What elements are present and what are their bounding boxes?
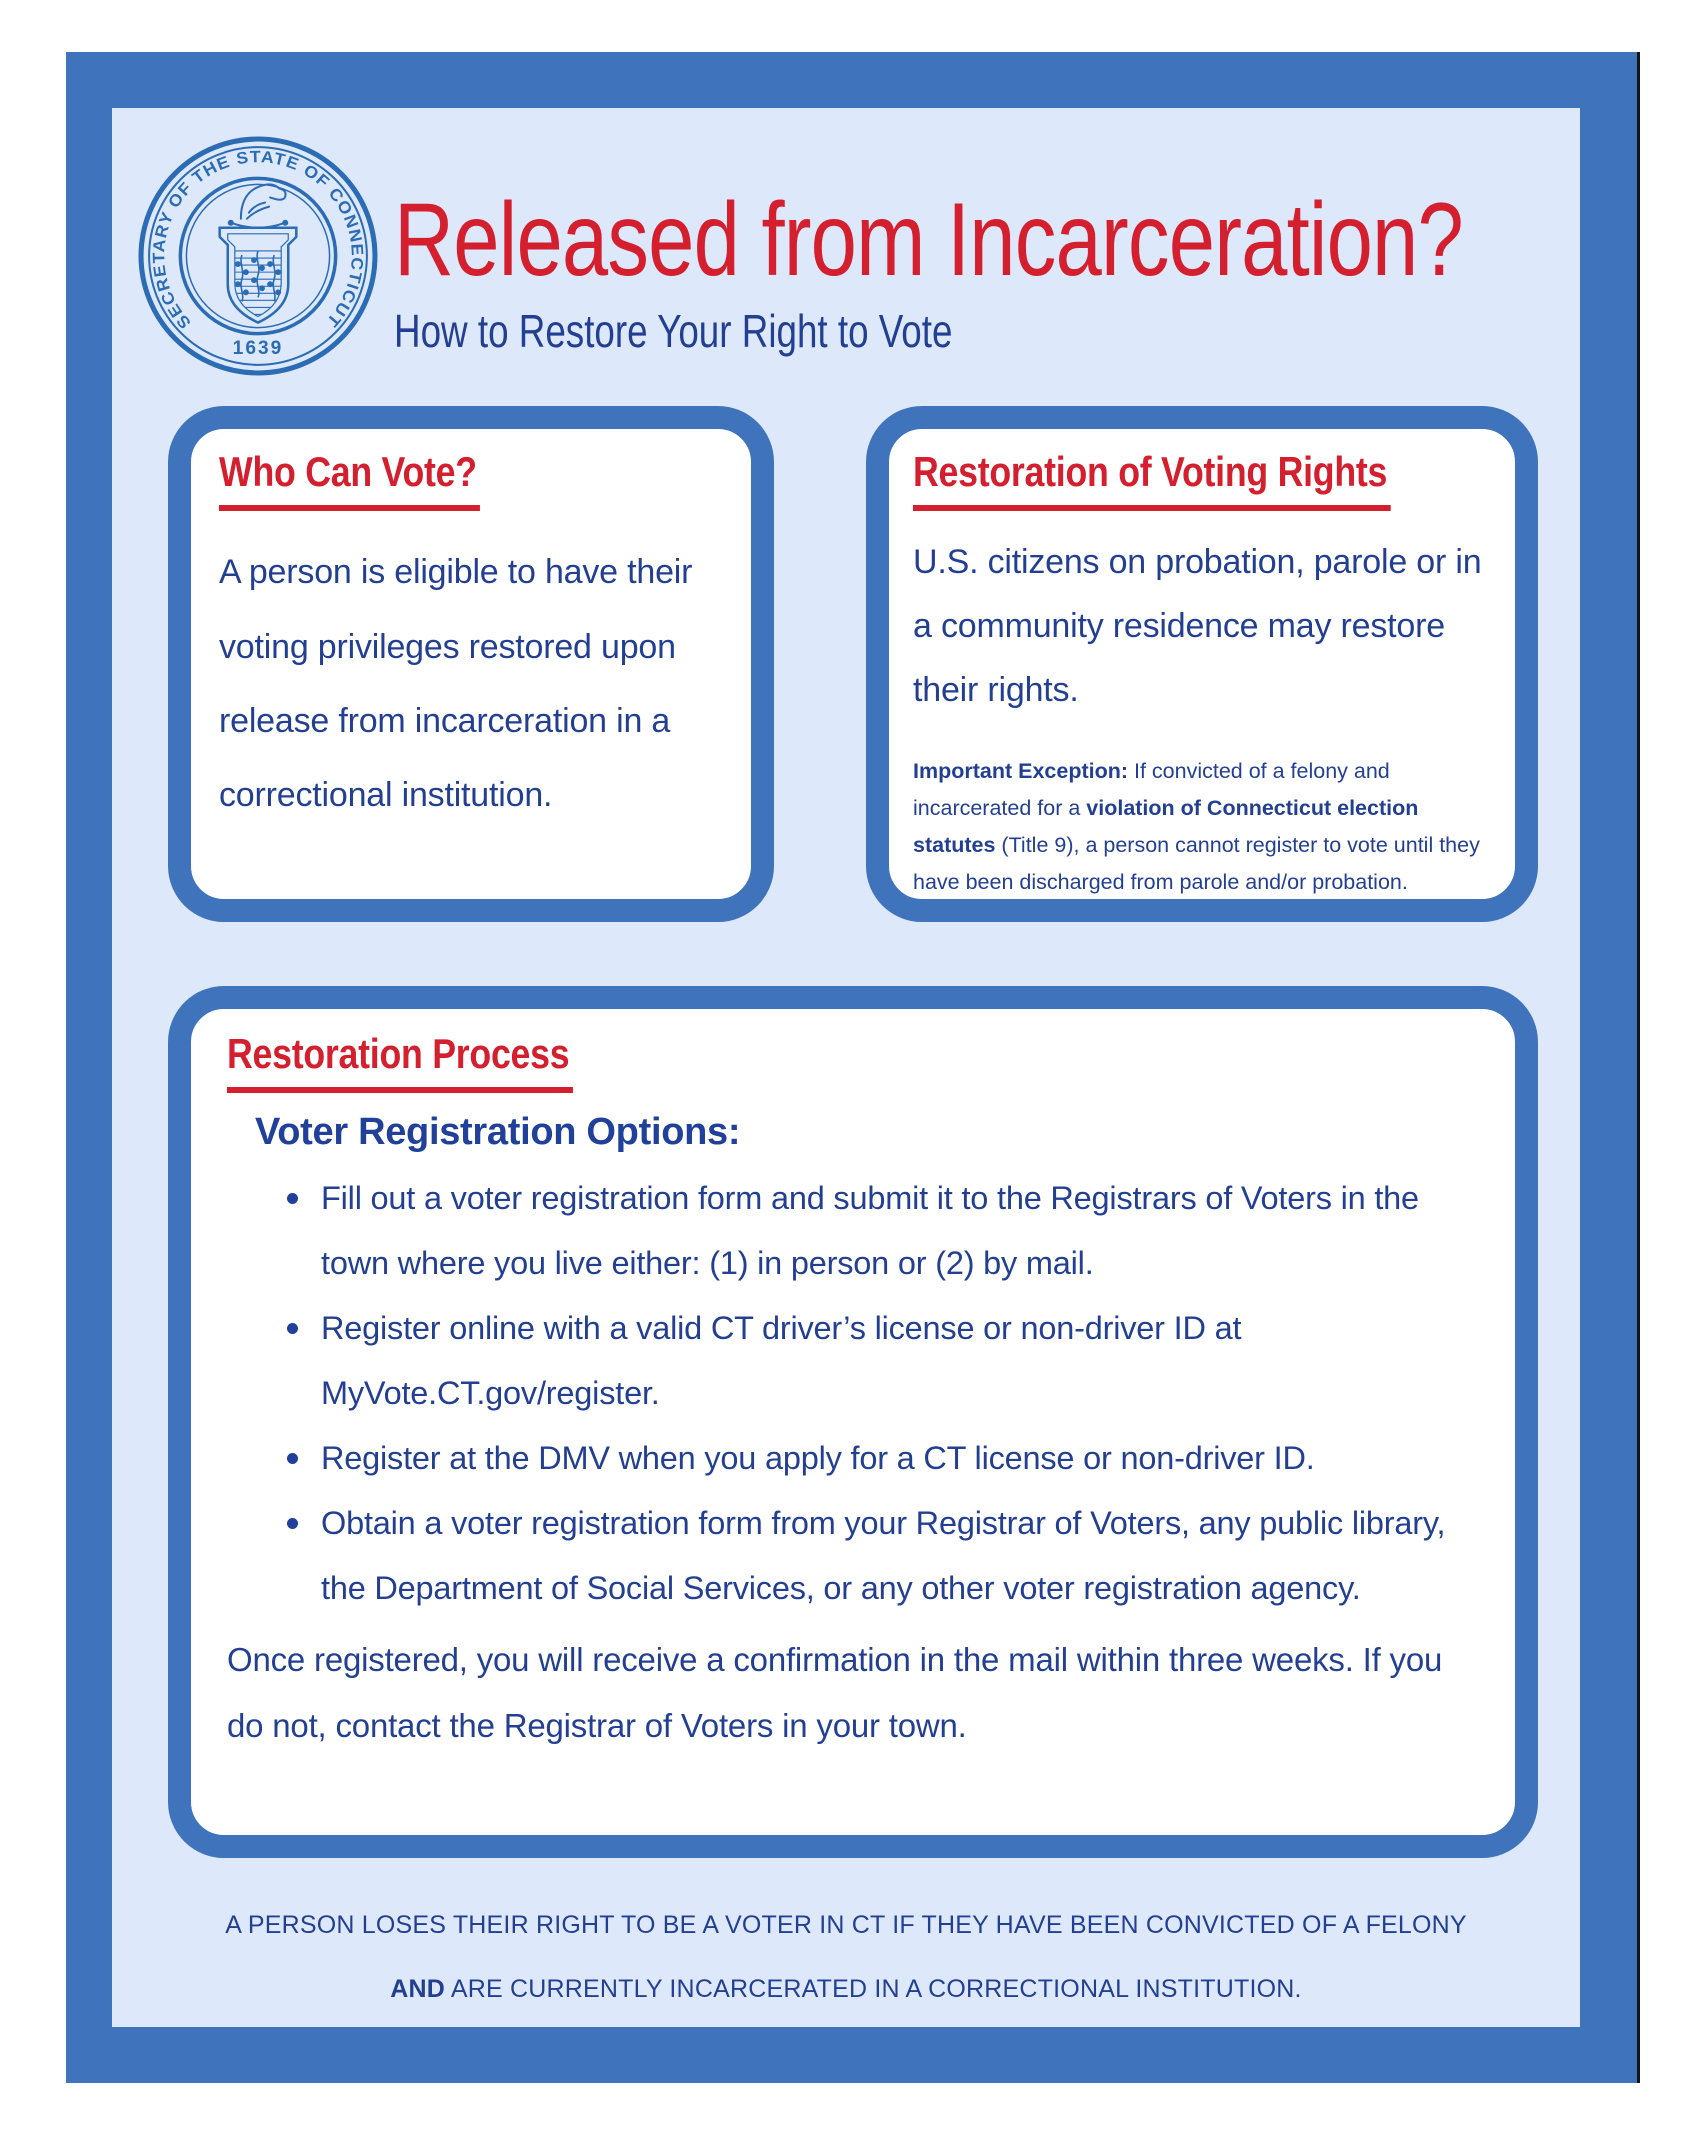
page-subtitle-text: How to Restore Your Right to Vote xyxy=(394,305,953,357)
card-restoration-rights xyxy=(866,406,1538,922)
list-item: Fill out a voter registration form and submit it to the Registrars of Voters in the town where you live either: (1) in person or (2) by mail. xyxy=(279,1166,1479,1296)
confirmation-note: Once registered, you will receive a confirmation in the mail within three weeks. If you do not, contact the Registrar of Voters in your town. xyxy=(227,1641,1443,1745)
exception-label: Important Exception: xyxy=(913,759,1129,784)
restoration-rights-body: U.S. citizens on probation, parole or in a community residence may restore their rights. xyxy=(913,543,1482,710)
exception-text-1: If convicted of a felony and incarcerated for a xyxy=(913,759,1390,821)
flyer-frame xyxy=(66,52,1640,2083)
restoration-rights-heading-text: Restoration of Voting Rights xyxy=(913,447,1391,511)
footer-and-bold: AND xyxy=(390,1974,446,2003)
page-title-text: Released from Incarceration? xyxy=(394,182,1463,299)
who-can-vote-heading-text: Who Can Vote? xyxy=(219,447,480,511)
registration-options-list xyxy=(279,1166,1479,1621)
restoration-process-heading-text: Restoration Process xyxy=(227,1029,573,1093)
restoration-rights-heading xyxy=(913,447,1491,511)
exception-text-2: (Title 9), a person cannot register to vote until they have been discharged from parole and/or probation. xyxy=(913,833,1480,895)
flyer-content xyxy=(112,108,1580,2027)
list-item: Register online with a valid CT driver’s license or non-driver ID at MyVote.CT.gov/register. xyxy=(279,1296,1479,1426)
list-item: Register at the DMV when you apply for a CT license or non-driver ID. xyxy=(279,1426,1479,1491)
seal-shield-icon xyxy=(220,228,297,323)
connecticut-state-seal-icon xyxy=(136,134,380,378)
seal-eagle-icon xyxy=(229,184,287,227)
card-who-can-vote xyxy=(168,406,774,922)
exception-bold-phrase: violation of Connecticut election statutes xyxy=(913,796,1419,858)
seal-ring-text: SECRETARY OF THE STATE OF CONNECTICUT xyxy=(149,147,367,333)
list-item: Obtain a voter registration form from your Registrar of Voters, any public library, the Department of Social Services, or any other voter registration agency. xyxy=(279,1491,1479,1621)
seal-year: 1639 xyxy=(232,337,284,359)
footer-disclaimer xyxy=(112,1894,1580,2022)
voter-registration-options-subheading: Voter Registration Options: xyxy=(255,1111,741,1154)
footer-line-2 xyxy=(112,1958,1580,2022)
important-exception-note xyxy=(913,753,1491,901)
restoration-process-heading xyxy=(227,1029,1479,1093)
card-restoration-process xyxy=(168,986,1538,1858)
footer-line-2-rest: ARE CURRENTLY INCARCERATED IN A CORRECTIONAL INSTITUTION. xyxy=(445,1974,1302,2003)
page-subtitle xyxy=(394,304,1092,358)
who-can-vote-body: A person is eligible to have their voting privileges restored upon release from incarceration in a correctional institution. xyxy=(219,553,693,814)
page-title xyxy=(394,181,1703,300)
footer-line-1: A PERSON LOSES THEIR RIGHT TO BE A VOTER IN CT IF THEY HAVE BEEN CONVICTED OF A FELONY xyxy=(225,1911,1467,1939)
who-can-vote-heading xyxy=(219,447,723,511)
